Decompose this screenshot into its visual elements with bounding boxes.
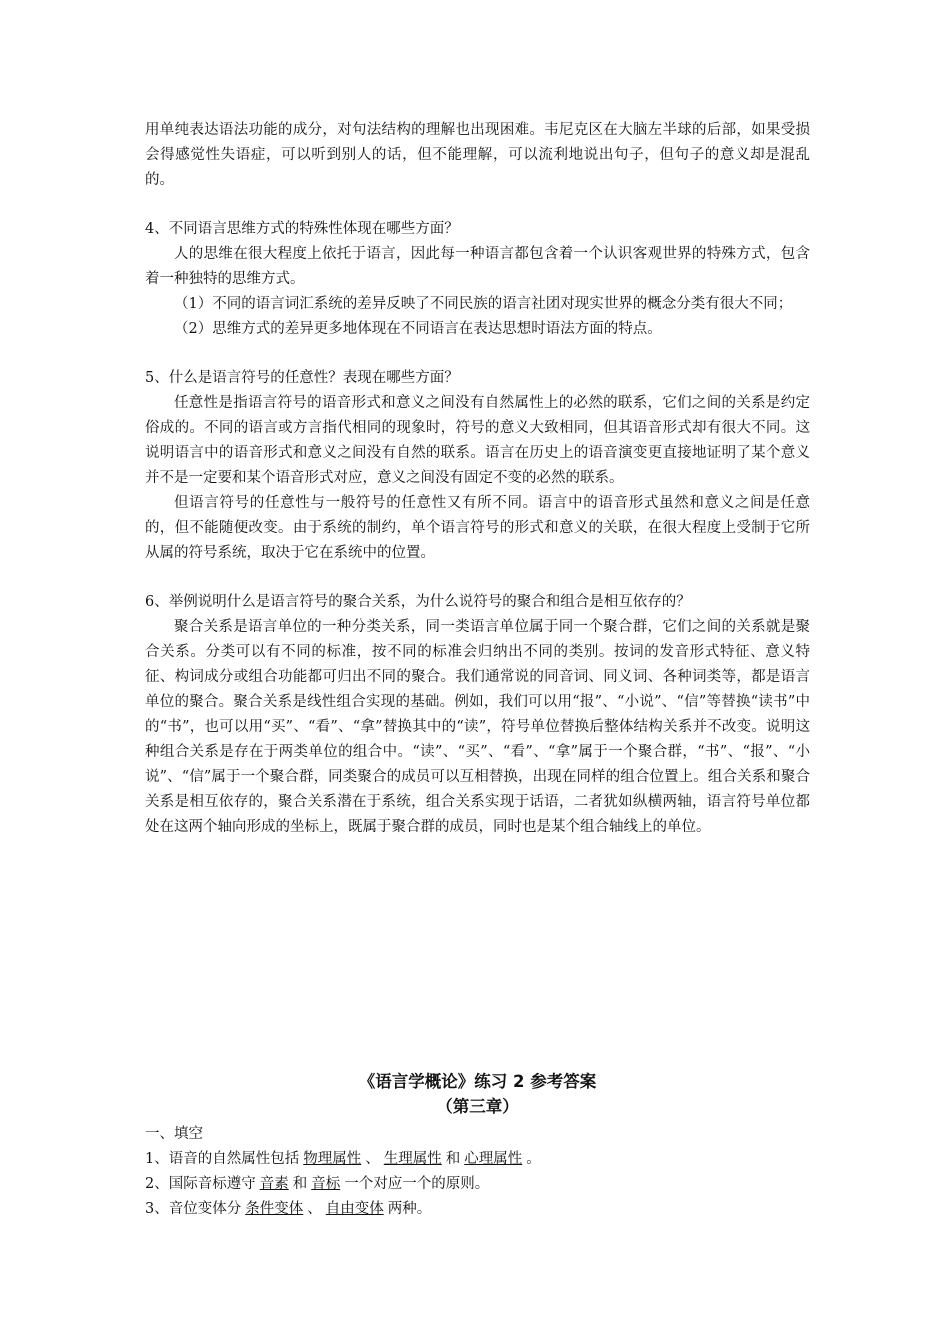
q4-answer-p3: （2）思维方式的差异更多地体现在不同语言在表达思想时语法方面的特点。 [174,321,662,337]
fill-item-1 [145,1147,810,1172]
fill2-blank-2: 音标 [311,1176,341,1192]
question-5: 5、什么是语言符号的任意性？表现在哪些方面？ [145,370,459,386]
fill-item-3 [145,1197,810,1222]
fill1-blank-2: 生理属性 [383,1151,442,1167]
fill1-prefix: 1、语音的自然属性包括 [145,1151,300,1167]
fill2-sep-1: 和 [292,1176,308,1192]
q4-answer-p2: （1）不同的语言词汇系统的差异反映了不同民族的语言社团对现实世界的概念分类有很大不同； [174,296,793,312]
spacer [145,193,810,217]
fill3-blank-1: 条件变体 [245,1201,304,1217]
continuation-paragraph: 用单纯表达语法功能的成分，对句法结构的理解也出现困难。韦尼克区在大脑左半球的后部，如果受损会得感觉性失语症，可以听到别人的话，但不能理解，可以流利地说出句子，但句子的意义却是混乱的。 [145,122,810,188]
fill3-suffix: 两种。 [387,1201,432,1217]
answer-subtitle: （第三章） [436,1097,519,1116]
answer-section [145,1122,810,1222]
fill-item-2 [145,1172,810,1197]
fill3-sep-1: 、 [307,1201,322,1217]
fill1-sep-1: 、 [365,1151,380,1167]
question-4: 4、不同语言思维方式的特殊性体现在哪些方面？ [145,221,459,237]
fill2-blank-1: 音素 [259,1176,289,1192]
q5-answer-p1: 任意性是指语言符号的语音形式和意义之间没有自然属性上的必然的联系，它们之间的关系是约定俗成的。不同的语言或方言指代相同的现象时，符号的意义大致相同，但其语音形式却有很大不同。这说明语言中的语音形式和意义之间没有自然的联系。语言在历史上的语音演变更直接地证明了某个意义并不是一定要和某个语音形式对应，意义之间没有固定不变的必然的联系。 [145,395,810,486]
question-6: 6、举例说明什么是语言符号的聚合关系，为什么说符号的聚合和组合是相互依存的？ [145,594,691,610]
fill2-prefix: 2、国际音标遵守 [145,1176,256,1192]
fill3-prefix: 3、音位变体分 [145,1201,242,1217]
spacer [145,342,810,366]
section-heading: 一、填空 [145,1126,203,1142]
fill1-sep-2: 和 [445,1151,461,1167]
fill2-suffix: 一个对应一个的原则。 [344,1176,490,1192]
document-body [145,118,810,840]
q5-answer-p2: 但语言符号的任意性与一般符号的任意性又有所不同。语言中的语音形式虽然和意义之间是任意的，但不能随便改变。由于系统的制约，单个语言符号的形式和意义的关联，在很大程度上受制于它所从属的符号系统，取决于它在系统中的位置。 [145,495,810,561]
spacer [145,566,810,590]
fill1-blank-1: 物理属性 [303,1151,362,1167]
answer-header [145,1069,810,1119]
q6-answer-p1: 聚合关系是语言单位的一种分类关系，同一类语言单位属于同一个聚合群，它们之间的关系就是聚合关系。分类可以有不同的标准，按不同的标准会归纳出不同的类别。按词的发音形式特征、意义特征、构词成分或组合功能都可归出不同的聚合。我们通常说的同音词、同义词、各种词类等，都是语言单位的聚合。聚合关系是线性组合实现的基础。例如，我们可以用“报”、“小说”、“信”等替换“读书”中的“书”，也可以用“买”、“看”、“拿”替换其中的“读”，符号单位替换后整体结构关系并不改变。说明这种组合关系是存在于两类单位的组合中。“读”、“买”、“看”、“拿”属于一个聚合群，“书”、“报”、“小说”、“信”属于一个聚合群，同类聚合的成员可以互相替换，出现在同样的组合位置上。组合关系和聚合关系是相互依存的，聚合关系潜在于系统，组合关系实现于话语，二者犹如纵横两轴，语言符号单位都处在这两个轴向形成的坐标上，既属于聚合群的成员，同时也是某个组合轴线上的单位。 [145,619,810,835]
answer-title: 《语言学概论》练习 2 参考答案 [358,1072,597,1091]
q4-answer-p1: 人的思维在很大程度上依托于语言，因此每一种语言都包含着一个认识客观世界的特殊方式，包含着一种独特的思维方式。 [145,246,810,287]
fill3-blank-2: 自由变体 [325,1201,384,1217]
fill1-suffix: 。 [526,1151,541,1167]
fill1-blank-3: 心理属性 [464,1151,523,1167]
